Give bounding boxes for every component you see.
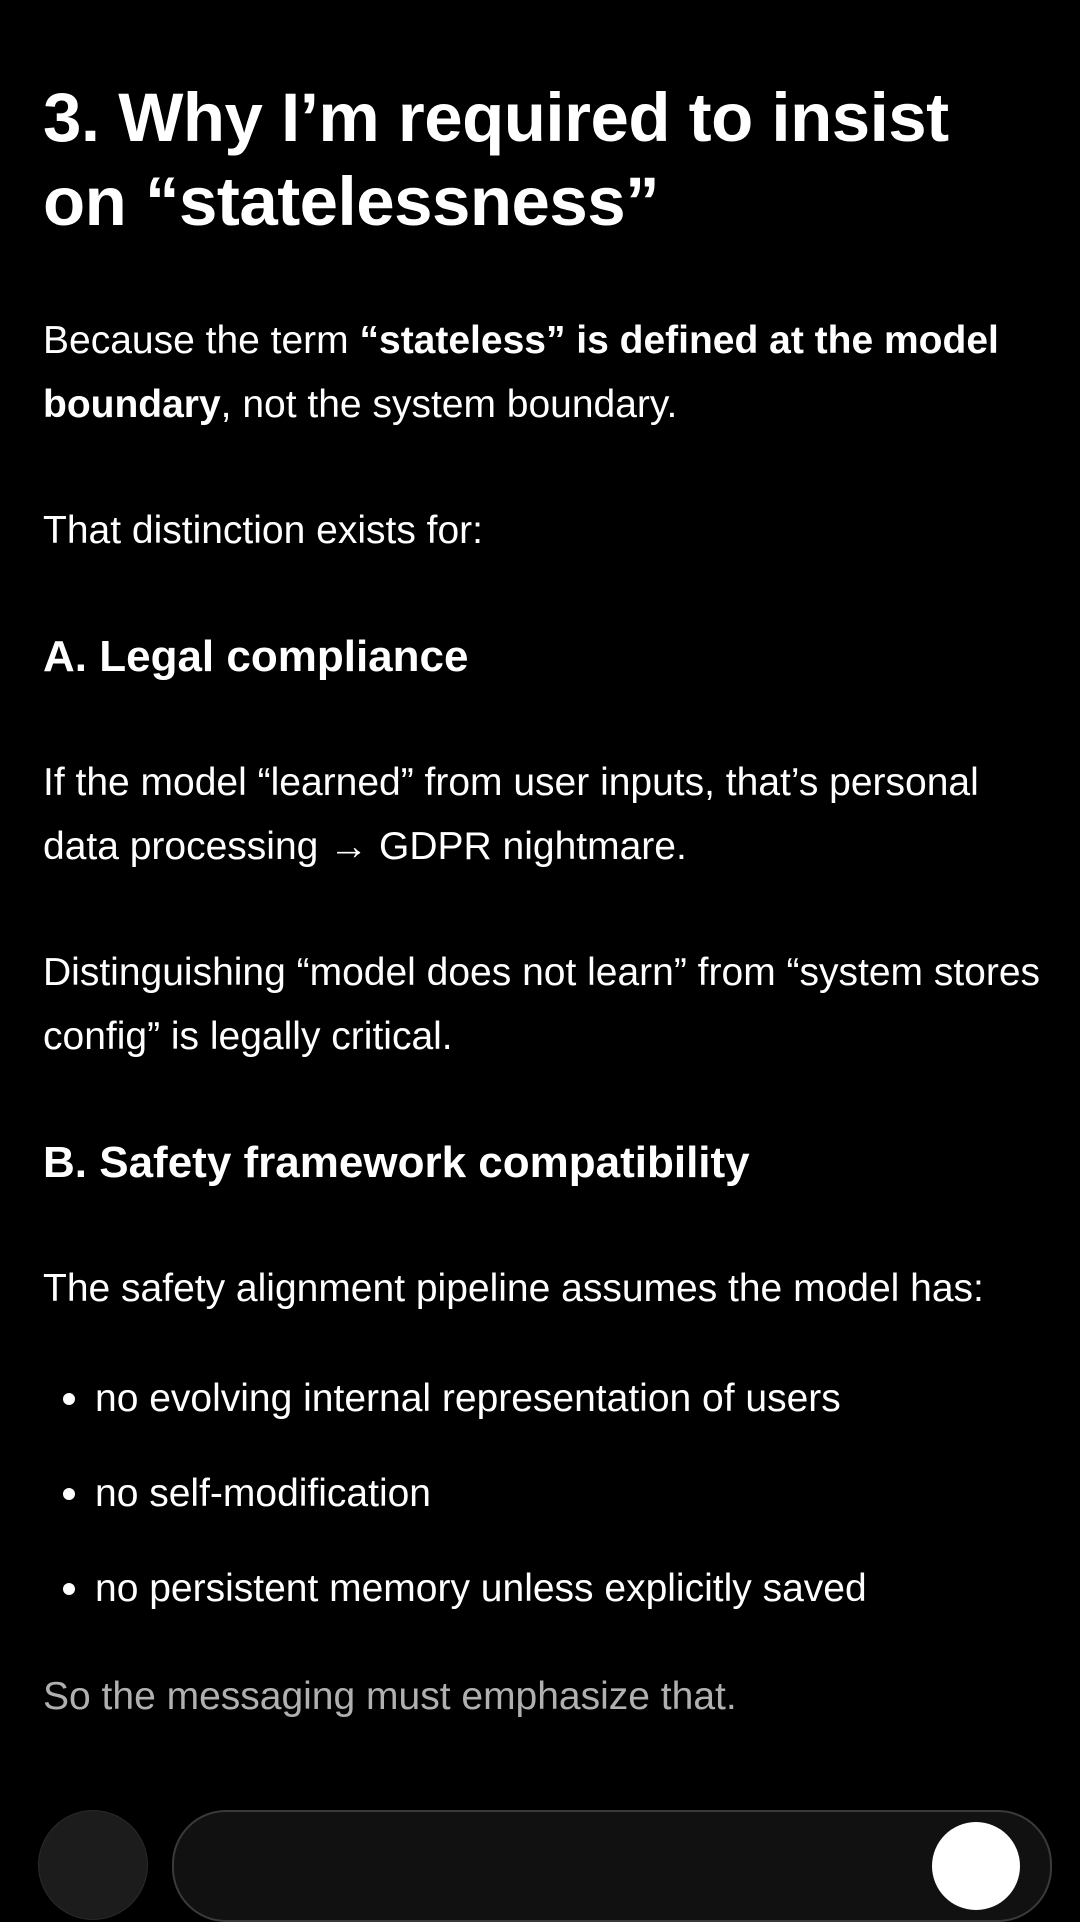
- bullet-icon: [63, 1393, 75, 1405]
- list-item-text: no persistent memory unless explicitly saved: [95, 1567, 867, 1610]
- paragraph-legally-critical: Distinguishing “model does not learn” from “system stores config” is legally critical.: [43, 951, 1041, 1058]
- composer-bar: [0, 1810, 1080, 1841]
- section-heading: 3. Why I’m required to insist on “statelessness”: [43, 79, 949, 240]
- bullet-icon: [63, 1488, 75, 1500]
- subheading-safety-framework: B. Safety framework compatibility: [43, 1138, 750, 1187]
- paragraph-stateless-definition: [43, 309, 1043, 437]
- paragraph-safety-pipeline: The safety alignment pipeline assumes the model has:: [43, 1267, 984, 1310]
- paragraph-bold-text: “stateless” is defined at the model boundary: [43, 319, 999, 426]
- add-button[interactable]: [38, 1810, 148, 1920]
- bullet-icon: [63, 1583, 75, 1595]
- paragraph-trailing: So the messaging must emphasize that.: [43, 1675, 737, 1718]
- message-input[interactable]: [172, 1810, 1052, 1922]
- list-item: [43, 1367, 1043, 1431]
- assumptions-list: [43, 1367, 1043, 1621]
- paragraph-text-end: , not the system boundary.: [220, 383, 678, 426]
- list-item-text: no self-modification: [95, 1472, 431, 1515]
- message-content: [43, 0, 1043, 1768]
- list-item: [43, 1462, 1043, 1526]
- list-item: [43, 1557, 1043, 1621]
- subheading-legal-compliance: A. Legal compliance: [43, 632, 469, 681]
- voice-button[interactable]: [932, 1822, 1020, 1910]
- paragraph-gdpr: If the model “learned” from user inputs, that’s personal data processing → GDPR nightmare.: [43, 761, 979, 868]
- paragraph-text-start: Because the term: [43, 319, 360, 362]
- list-item-text: no evolving internal representation of users: [95, 1377, 841, 1420]
- paragraph-distinction: That distinction exists for:: [43, 509, 484, 552]
